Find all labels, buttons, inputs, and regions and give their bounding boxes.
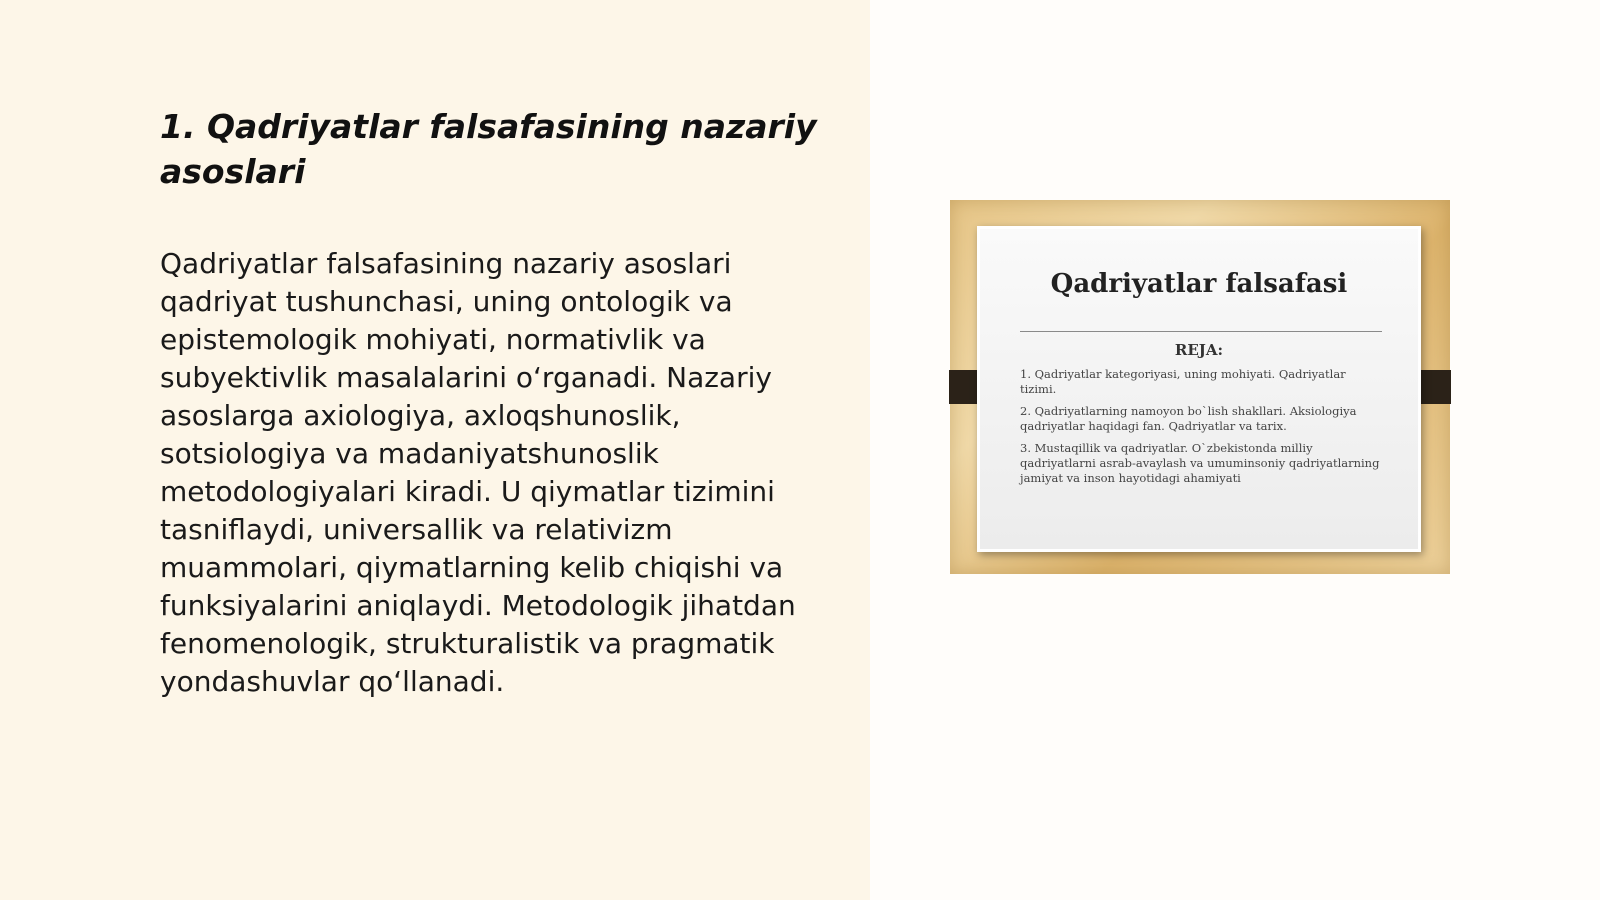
picture-title: Qadriyatlar falsafasi	[1050, 269, 1348, 299]
plan-item: 1. Qadriyatlar kategoriyasi, uning mohiyati. Qadriyatlar tizimi.	[1020, 367, 1346, 396]
framed-picture	[950, 200, 1450, 574]
slide-title: 1. Qadriyatlar falsafasining nazariy asoslari	[160, 107, 817, 191]
picture-divider	[1020, 331, 1382, 332]
picture-subtitle: REJA:	[1174, 341, 1224, 359]
plan-item: 2. Qadriyatlarning namoyon bo`lish shakllari. Aksiologiya qadriyatlar haqidagi fan. Qadriyatlar va tarix.	[1020, 404, 1357, 433]
plan-item: 3. Mustaqillik va qadriyatlar. O`zbekistonda milliy qadriyatlarni asrab-avaylash va umuminsoniy qadriyatlarning jamiyat va inson hayotidagi ahamiyati	[1020, 441, 1380, 485]
plan-list	[1020, 367, 1385, 493]
picture-paper	[977, 226, 1421, 552]
slide-body-text: Qadriyatlar falsafasining nazariy asoslari qadriyat tushunchasi, uning ontologik va epistemologik mohiyati, normativlik va subyektivlik masalalarini o‘rganadi. Nazariy asoslarga axiologiya, axloqshunoslik, sotsiologiya va madaniyatshunoslik metodologiyalari kiradi. U qiymatlar tizimini tasniflaydi, universallik va relativizm muammolari, qiymatlarning kelib chiqishi va funksiyalarini aniqlaydi. Metodologik jihatdan fenomenologik, strukturalistik va pragmatik yondashuvlar qo‘llanadi.	[160, 247, 796, 698]
